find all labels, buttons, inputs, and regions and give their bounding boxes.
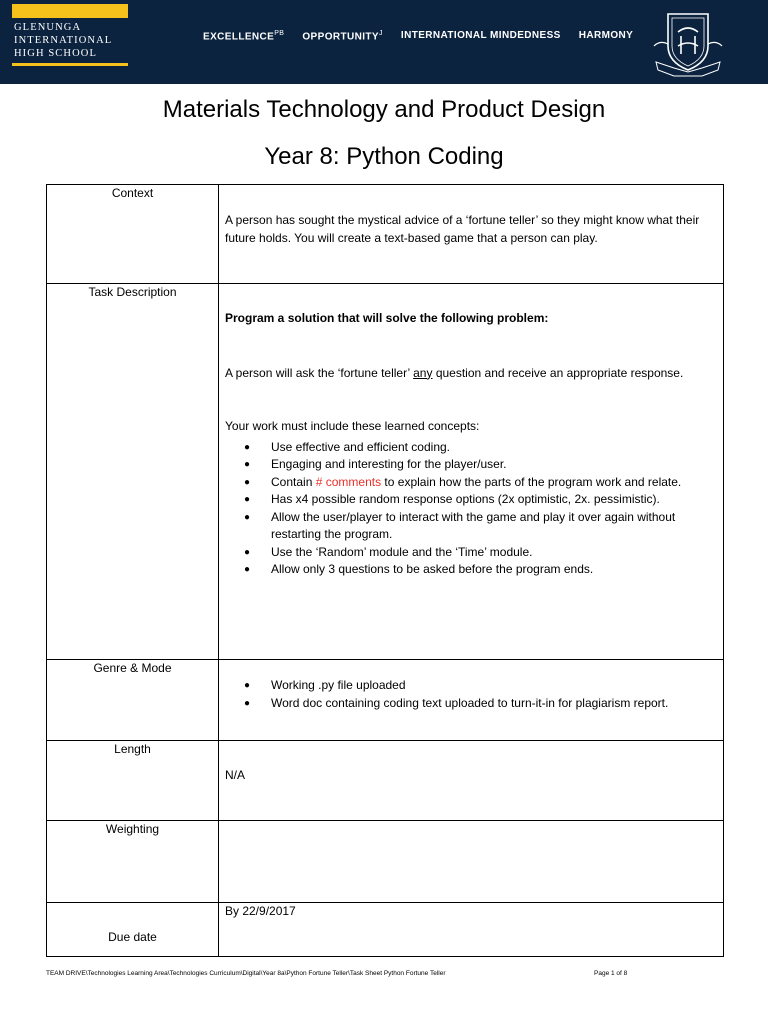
school-name-block <box>12 4 128 66</box>
school-name-line-1: GLENUNGA <box>14 22 82 33</box>
page-subtitle: Year 8: Python Coding <box>264 143 504 170</box>
school-name-line-3: HIGH SCHOOL <box>14 48 97 59</box>
gold-bar-bottom <box>12 63 128 66</box>
due-date-label: Due date <box>47 903 219 957</box>
task-description-cell <box>219 284 724 660</box>
list-item: ● Allow only 3 questions to be asked before the program ends. <box>271 561 717 579</box>
footer-page-number: Page 1 of 8 <box>594 970 628 977</box>
task-concepts-intro: Your work must include these learned concepts: <box>225 419 480 433</box>
task-table <box>46 184 724 957</box>
school-name-line-2: INTERNATIONAL <box>14 35 113 46</box>
school-values <box>203 30 633 42</box>
context-label: Context <box>47 185 219 284</box>
task-description-label: Task Description <box>47 284 219 660</box>
list-item: ● Allow the user/player to interact with the game and play it over again without restarting the program. <box>271 509 717 544</box>
list-item: ● Has x4 possible random response options (2x optimistic, 2x. pessimistic). <box>271 491 717 509</box>
weighting-label: Weighting <box>47 821 219 903</box>
due-date-cell <box>219 903 724 957</box>
length-label: Length <box>47 741 219 821</box>
table-row-weighting <box>47 821 724 903</box>
list-item: ● Contain # comments to explain how the parts of the program work and relate. <box>271 474 717 492</box>
table-row-length <box>47 741 724 821</box>
table-row-due-date <box>47 903 724 957</box>
gold-bar-top <box>12 4 128 18</box>
school-crest-icon <box>650 6 726 78</box>
table-row-task-description <box>47 284 724 660</box>
list-item: ● Engaging and interesting for the player/user. <box>271 456 717 474</box>
page-title: Materials Technology and Product Design <box>162 96 606 123</box>
footer-path: TEAM DRIVE\Technologies Learning Area\Technologies Curriculum\Digital\Year 8a\Python Fortune Teller\Task Sheet Python Fortune Teller <box>46 970 446 977</box>
list-item: ● Working .py file uploaded <box>271 677 717 695</box>
genre-mode-label: Genre & Mode <box>47 660 219 741</box>
table-row-genre-mode <box>47 660 724 741</box>
context-text: A person has sought the mystical advice of a ‘fortune teller’ so they might know what their future holds. You will create a text-based game that a person can play. <box>225 213 700 245</box>
list-item: ● Use the ‘Random’ module and the ‘Time’ module. <box>271 544 717 562</box>
length-value: N/A <box>225 768 246 782</box>
weighting-cell <box>219 821 724 903</box>
header-banner <box>0 0 768 84</box>
concepts-list <box>225 439 717 579</box>
footer <box>46 970 726 977</box>
list-item: ● Word doc containing coding text uploaded to turn-it-in for plagiarism report. <box>271 695 717 713</box>
task-heading: Program a solution that will solve the following problem: <box>225 311 549 325</box>
value-excellence: $EXCELLENCE^{PB}$ <box>203 30 285 43</box>
table-row-context <box>47 185 724 284</box>
genre-list <box>225 677 717 712</box>
value-opportunity: $OPPORTUNITY^J$ <box>302 30 383 43</box>
value-international-mindedness: INTERNATIONAL MINDEDNESS <box>400 30 561 41</box>
comments-highlight: # comments <box>315 474 382 489</box>
task-problem: A person will ask the ‘fortune teller’ any question and receive an appropriate response. <box>225 365 684 380</box>
context-text-cell <box>219 185 724 284</box>
due-date-value: By 22/9/2017 <box>225 904 296 918</box>
task-problem-underlined: any <box>413 365 433 380</box>
genre-mode-cell <box>219 660 724 741</box>
length-cell <box>219 741 724 821</box>
value-harmony: HARMONY <box>578 30 634 41</box>
list-item: ● Use effective and efficient coding. <box>271 439 717 457</box>
